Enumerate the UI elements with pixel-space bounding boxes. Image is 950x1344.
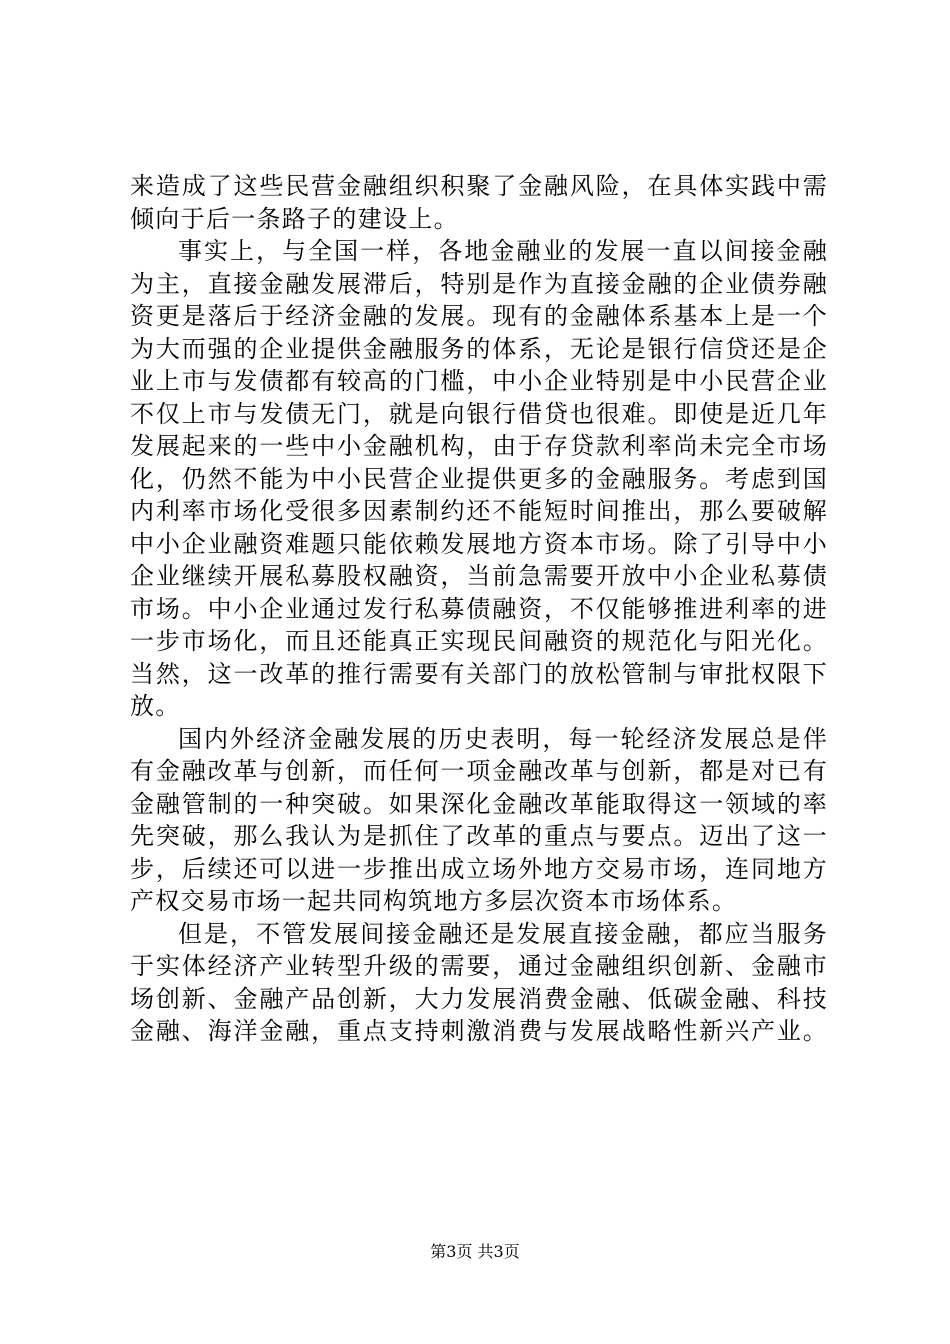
text-line: 企业继续开展私募股权融资，当前急需要开放中小企业私募债 [130, 562, 828, 590]
paragraph-start-line: 国内外经济金融发展的历史表明，每一轮经济发展总是伴 [178, 724, 828, 753]
text-line: 于实体经济产业转型升级的需要，通过金融组织创新、金融市 [130, 952, 828, 980]
paragraph-start-line: 但是，不管发展间接金融还是发展直接金融，都应当服务 [178, 919, 828, 948]
text-line: 资更是落后于经济金融的发展。现有的金融体系基本上是一个 [130, 302, 828, 330]
text-line: 有金融改革与创新，而任何一项金融改革与创新，都是对已有 [130, 757, 828, 785]
text-line: 场创新、金融产品创新，大力发展消费金融、低碳金融、科技 [130, 984, 828, 1013]
page-number-footer: 第3页 共3页 [430, 1242, 520, 1261]
text-line: 金融管制的一种突破。如果深化金融改革能取得这一领域的率 [130, 789, 828, 818]
text-line: 不仅上市与发债无门，就是向银行借贷也很难。即使是近几年 [130, 399, 828, 428]
paragraph-start-line: 事实上，与全国一样，各地金融业的发展一直以间接金融 [178, 237, 828, 265]
text-line: 市场。中小企业通过发行私募债融资，不仅能够推进利率的进 [130, 594, 828, 623]
text-line: 中小企业融资难题只能依赖发展地方资本市场。除了引导中小 [130, 529, 828, 558]
text-line: 为大而强的企业提供金融服务的体系，无论是银行信贷还是企 [130, 334, 828, 363]
text-line: 先突破，那么我认为是抓住了改革的重点与要点。迈出了这一 [130, 822, 828, 850]
text-line: 金融、海洋金融，重点支持刺激消费与发展战略性新兴产业。 [130, 1017, 828, 1045]
text-line: 业上市与发债都有较高的门槛，中小企业特别是中小民营企业 [130, 367, 828, 395]
text-line: 内利率市场化受很多因素制约还不能短时间推出，那么要破解 [130, 497, 828, 525]
text-line: 倾向于后一条路子的建设上。 [130, 204, 459, 233]
text-line: 发展起来的一些中小金融机构，由于存贷款利率尚未完全市场 [130, 432, 828, 460]
document-body [130, 170, 828, 1048]
text-line: 当然，这一改革的推行需要有关部门的放松管制与审批权限下 [130, 659, 828, 688]
text-line: 化，仍然不能为中小民营企业提供更多的金融服务。考虑到国 [130, 464, 828, 493]
text-line: 放。 [130, 692, 181, 720]
text-line: 产权交易市场一起共同构筑地方多层次资本市场体系。 [130, 887, 738, 915]
text-line: 步，后续还可以进一步推出成立场外地方交易市场，连同地方 [130, 854, 828, 883]
text-line: 来造成了这些民营金融组织积聚了金融风险，在具体实践中需 [130, 172, 828, 200]
text-line: 一步市场化，而且还能真正实现民间融资的规范化与阳光化。 [130, 627, 828, 655]
text-line: 为主，直接金融发展滞后，特别是作为直接金融的企业债券融 [130, 269, 828, 298]
